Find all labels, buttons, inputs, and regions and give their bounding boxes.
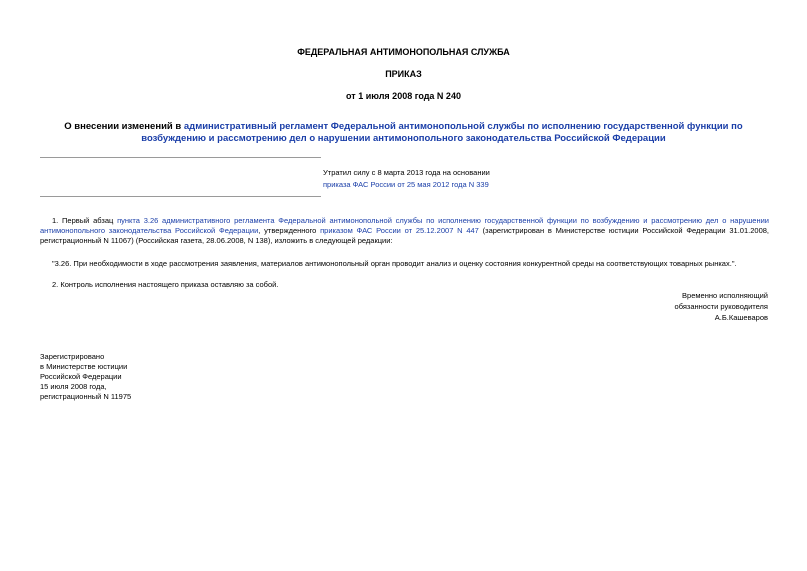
- signature-block: [675, 290, 768, 323]
- paragraph-1: [40, 216, 769, 246]
- registration-line-2: в Министерстве юстиции: [40, 362, 128, 371]
- signature-title-line-2: обязанности руководителя: [674, 302, 768, 311]
- paragraph-1-text-c: (зарегистрирован в Министерстве юстиции Российской Федерации 31.01.2008, регистрационный N 11067) (Российская газета, 28.06.2008, N 138), изложить в следующей редакции:: [40, 226, 770, 245]
- document-date-number: от 1 июля 2008 года N 240: [346, 91, 461, 101]
- document-type: ПРИКАЗ: [385, 69, 422, 79]
- document-subject: [40, 121, 767, 145]
- paragraph-1-regulation-link[interactable]: пункта 3.26 административного регламента Федеральной антимонопольной службы по исполнению государственной функции по возбуждению и рассмотрению дел о нарушении антимонопольного законодательства Российской Федерации: [40, 216, 769, 235]
- registration-line-1: Зарегистрировано: [40, 352, 105, 361]
- status-note-line: Утратил силу с 8 марта 2013 года на основании: [323, 168, 490, 177]
- status-note-link[interactable]: приказа ФАС России от 25 мая 2012 года N 339: [323, 180, 489, 189]
- divider-top: [40, 157, 321, 158]
- paragraph-1-text-b: , утвержденного: [258, 226, 321, 235]
- subject-prefix: О внесении изменений в: [64, 121, 184, 132]
- quoted-amendment: "3.26. При необходимости в ходе рассмотрения заявления, материалов антимонопольный орган проводит анализ и оценку состояния конкурентной среды на соответствующих товарных рынках.".: [52, 259, 737, 268]
- signature-title-line-1: Временно исполняющий: [682, 291, 768, 300]
- signature-name: А.Б.Кашеваров: [714, 313, 768, 322]
- agency-name: ФЕДЕРАЛЬНАЯ АНТИМОНОПОЛЬНАЯ СЛУЖБА: [297, 47, 510, 57]
- registration-block: [40, 352, 131, 402]
- registration-line-5: регистрационный N 11975: [40, 392, 132, 401]
- paragraph-1-text-a: 1. Первый абзац: [52, 216, 118, 225]
- divider-bottom: [40, 196, 321, 197]
- registration-line-3: Российской Федерации: [40, 372, 122, 381]
- subject-regulation-link[interactable]: административный регламент Федеральной антимонопольной службы по исполнению государственной функции по возбуждению и рассмотрению дел о нарушении антимонопольного законодательства Российской Федерации: [141, 121, 743, 144]
- registration-line-4: 15 июля 2008 года,: [40, 382, 107, 391]
- paragraph-1-order-link[interactable]: приказом ФАС России от 25.12.2007 N 447: [320, 226, 479, 235]
- paragraph-2: 2. Контроль исполнения настоящего приказа оставляю за собой.: [52, 280, 279, 289]
